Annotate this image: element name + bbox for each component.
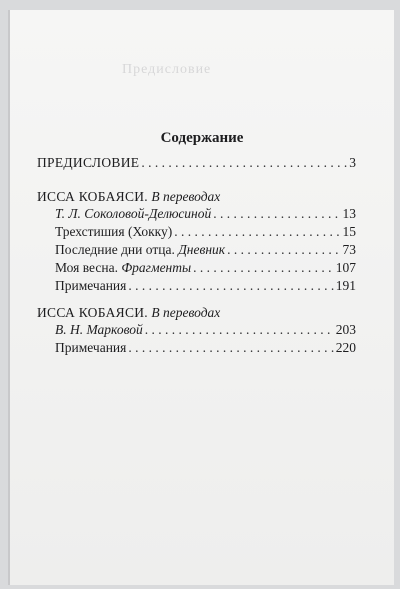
leader-dots [128, 277, 333, 295]
section-author: ИССА КОБАЯСИ. [37, 305, 148, 320]
toc-entry-notes-1 [55, 277, 356, 295]
bleed-through-text: Предисловие [122, 62, 212, 77]
toc-entry-page: 15 [342, 224, 356, 239]
leader-dots [213, 205, 340, 223]
toc-entry-translator-1 [55, 205, 356, 223]
toc-entry-page: 73 [342, 242, 356, 257]
leader-dots [227, 241, 340, 259]
leader-dots [128, 339, 333, 357]
leader-dots [145, 321, 334, 339]
toc-entry-label: Примечания [55, 278, 127, 293]
toc-entry-haiku [55, 223, 356, 241]
toc-entry-my-spring [55, 259, 356, 277]
toc-entry-label: Т. Л. Соколовой-Делюсиной [55, 206, 212, 221]
toc-entry-page: 3 [349, 155, 356, 170]
leader-dots [193, 259, 334, 277]
section-subtitle: В переводах [151, 189, 221, 204]
toc-entry-translator-2 [55, 321, 356, 339]
section-heading-1 [37, 188, 220, 206]
toc-entry-label: ПРЕДИСЛОВИЕ [37, 155, 140, 170]
toc-entry-label: Трехстишия (Хокку) [55, 224, 173, 239]
toc-entry-page: 107 [335, 260, 356, 275]
toc-entry-page: 13 [342, 206, 356, 221]
toc-entry-label: Моя весна. Фрагменты [55, 260, 192, 275]
toc-entry-label: Примечания [55, 340, 127, 355]
section-author: ИССА КОБАЯСИ. [37, 189, 148, 204]
toc-entry-notes-2 [55, 339, 356, 357]
toc-entry-page: 220 [335, 340, 356, 355]
toc-entry-label: Последние дни отца. Дневник [55, 242, 226, 257]
leader-dots [141, 154, 347, 172]
toc-entry-father-days [55, 241, 356, 259]
toc-entry-page: 203 [335, 322, 356, 337]
section-heading-2 [37, 304, 220, 322]
toc-entry-page: 191 [335, 278, 356, 293]
book-page [8, 10, 394, 585]
toc-entry-preface [37, 154, 356, 172]
leader-dots [174, 223, 340, 241]
section-subtitle: В переводах [151, 305, 221, 320]
page-title: Содержание [160, 130, 244, 146]
toc-entry-label: В. Н. Марковой [55, 322, 143, 337]
